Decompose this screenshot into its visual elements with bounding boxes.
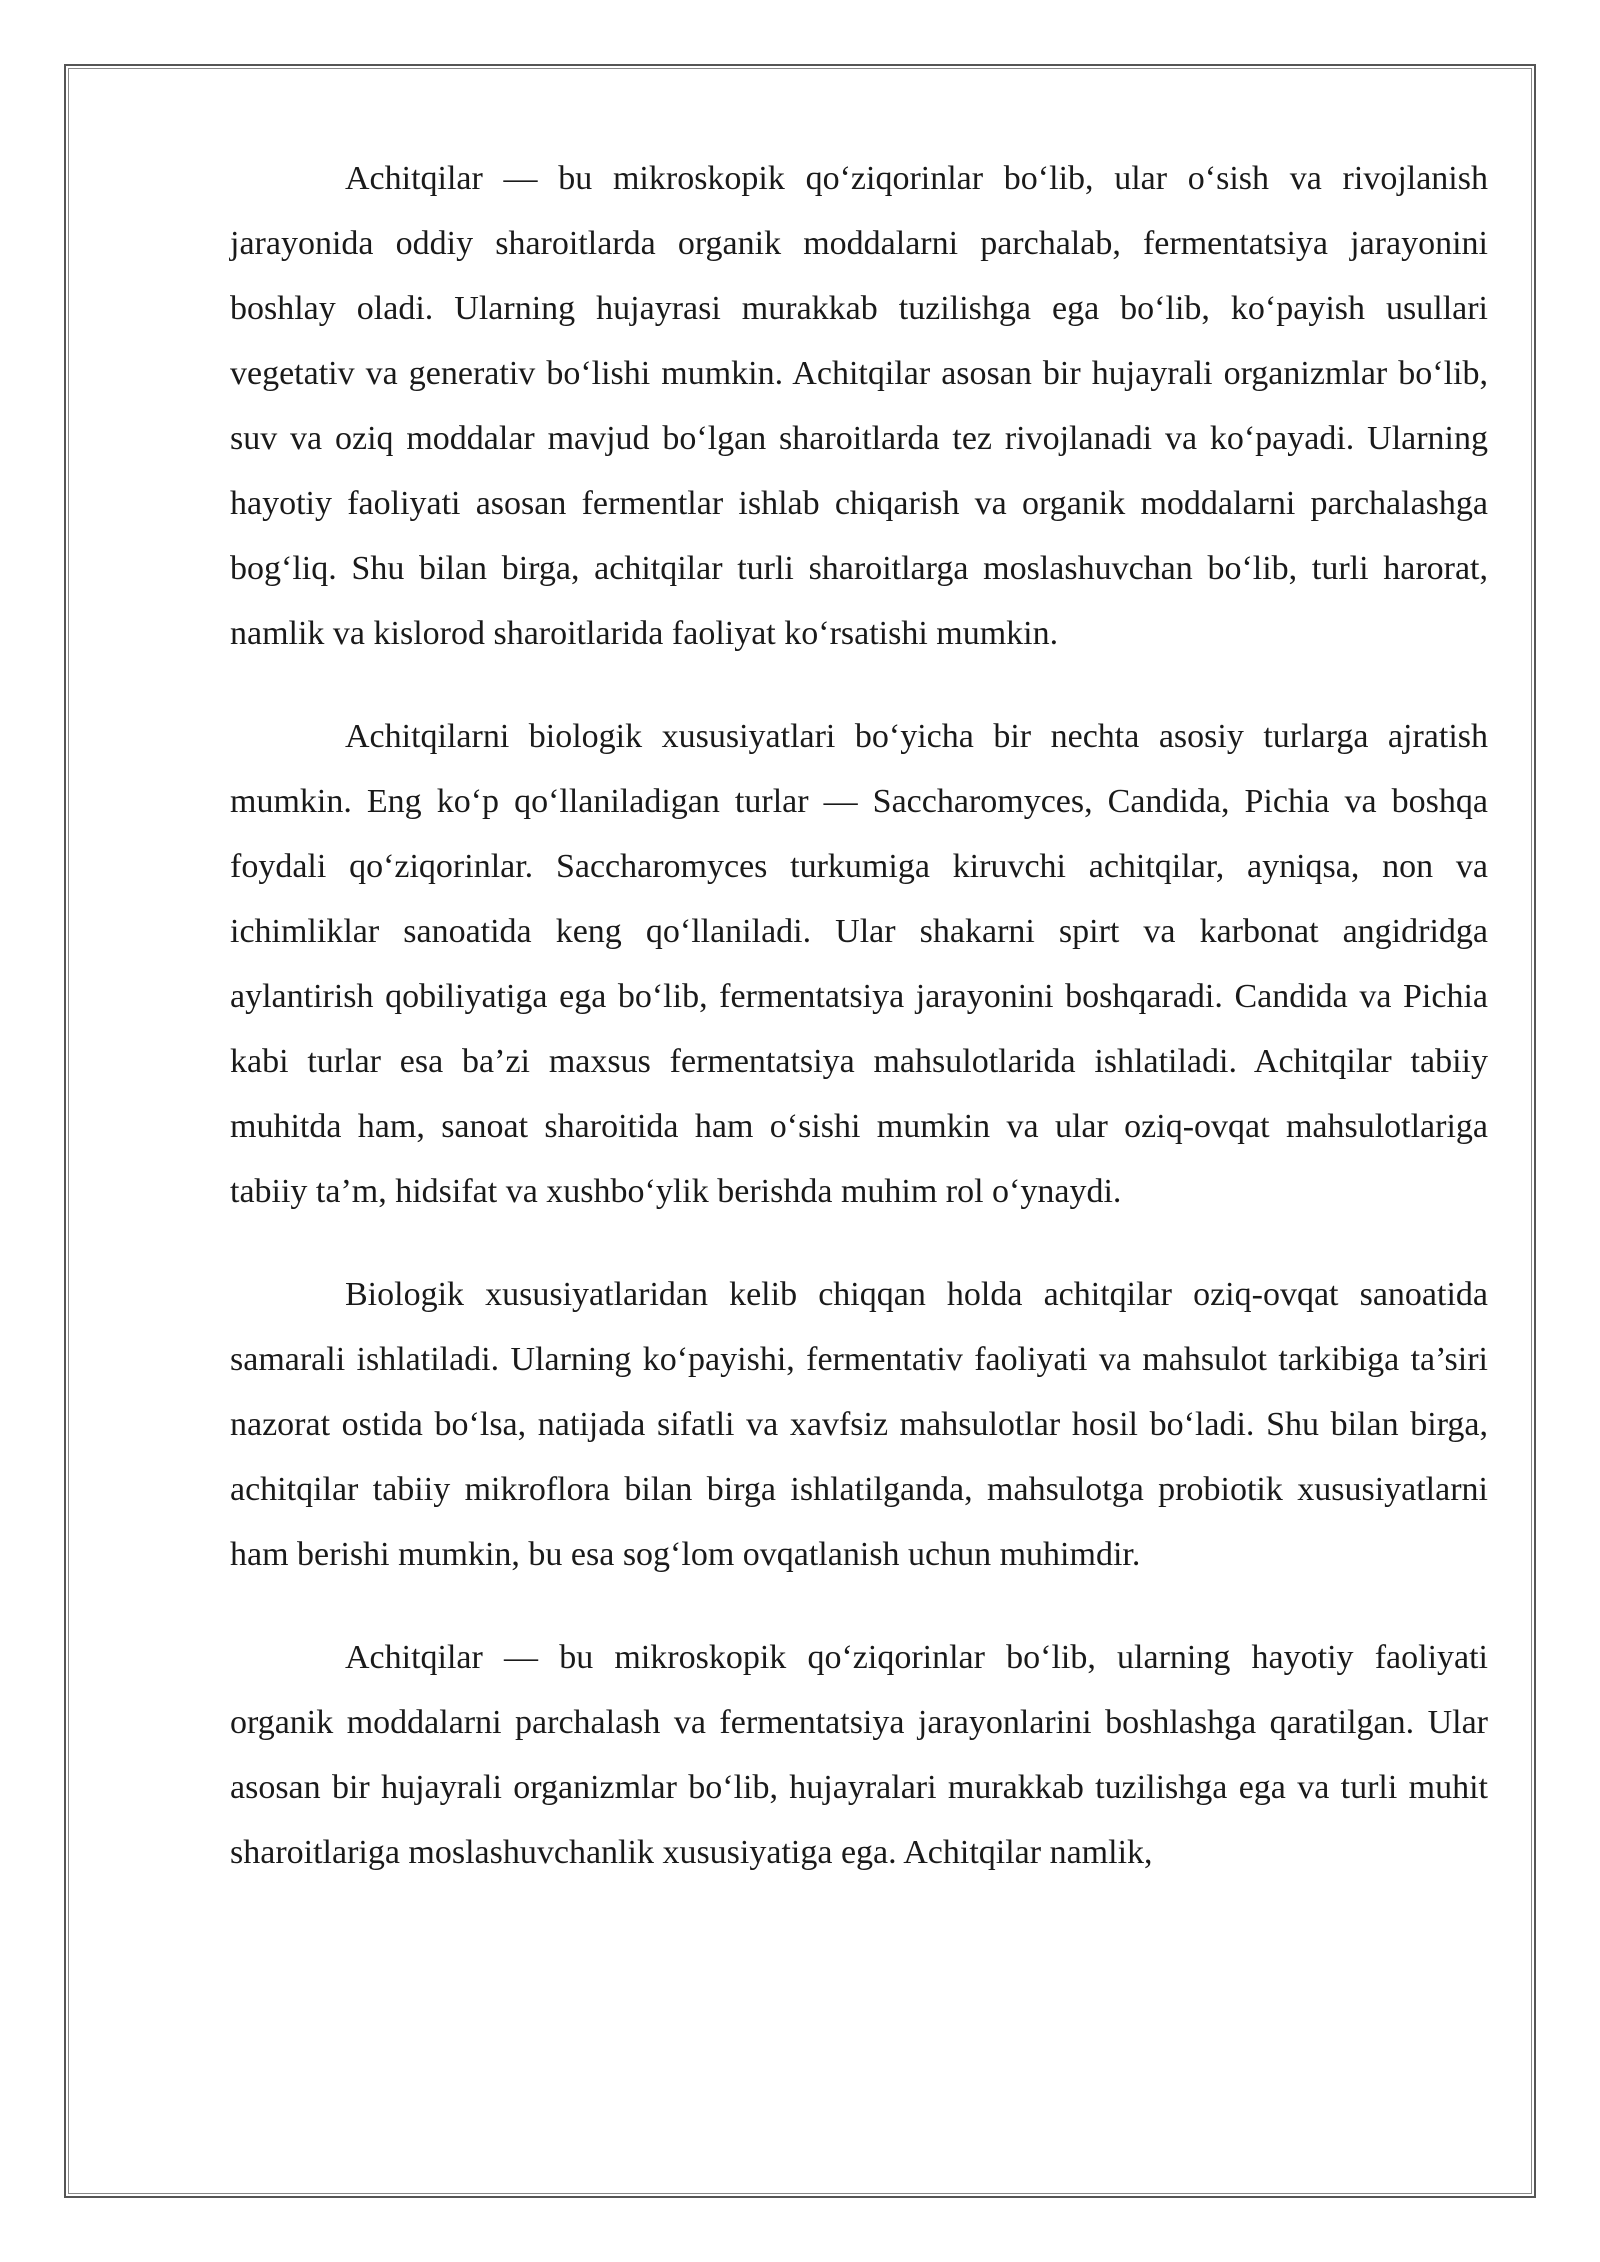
paragraph-3: Biologik xususiyatlaridan kelib chiqqan holda achitqilar oziq-ovqat sanoatida samarali ishlatiladi. Ularning ko‘payishi, fermentativ faoliyati va mahsulot tarkibiga ta’siri nazorat ostida bo‘lsa, natijada sifatli va xavfsiz mahsulotlar hosil bo‘ladi. Shu bilan birga, achitqilar tabiiy mikroflora bilan birga ishlatilganda, mahsulotga probiotik xususiyatlarni ham berishi mumkin, bu esa sog‘lom ovqatlanish uchun muhimdir. xyxy=(230,1276,1488,1573)
paragraph-2: Achitqilarni biologik xususiyatlari bo‘yicha bir nechta asosiy turlarga ajratish mumkin. Eng ko‘p qo‘llaniladigan turlar — Saccharomyces, Candida, Pichia va boshqa foydali qo‘ziqorinlar. Saccharomyces turkumiga kiruvchi achitqilar, ayniqsa, non va ichimliklar sanoatida keng qo‘llaniladi. Ular shakarni spirt va karbonat angidridga aylantirish qobiliyatiga ega bo‘lib, fermentatsiya jarayonini boshqaradi. Candida va Pichia kabi turlar esa ba’zi maxsus fermentatsiya mahsulotlarida ishlatiladi. Achitqilar tabiiy muhitda ham, sanoat sharoitida ham o‘sishi mumkin va ular oziq-ovqat mahsulotlariga tabiiy ta’m, hidsifat va xushbo‘ylik berishda muhim rol o‘ynaydi. xyxy=(230,718,1488,1210)
document-body xyxy=(230,146,1488,1923)
paragraph-1: Achitqilar — bu mikroskopik qo‘ziqorinlar bo‘lib, ular o‘sish va rivojlanish jarayonida oddiy sharoitlarda organik moddalarni parchalab, fermentatsiya jarayonini boshlay oladi. Ularning hujayrasi murakkab tuzilishga ega bo‘lib, ko‘payish usullari vegetativ va generativ bo‘lishi mumkin. Achitqilar asosan bir hujayrali organizmlar bo‘lib, suv va oziq moddalar mavjud bo‘lgan sharoitlarda tez rivojlanadi va ko‘payadi. Ularning hayotiy faoliyati asosan fermentlar ishlab chiqarish va organik moddalarni parchalashga bog‘liq. Shu bilan birga, achitqilar turli sharoitlarga moslashuvchan bo‘lib, turli harorat, namlik va kislorod sharoitlarida faoliyat ko‘rsatishi mumkin. xyxy=(230,160,1488,652)
paragraph-4: Achitqilar — bu mikroskopik qo‘ziqorinlar bo‘lib, ularning hayotiy faoliyati organik moddalarni parchalash va fermentatsiya jarayonlarini boshlashga qaratilgan. Ular asosan bir hujayrali organizmlar bo‘lib, hujayralari murakkab tuzilishga ega va turli muhit sharoitlariga moslashuvchanlik xususiyatiga ega. Achitqilar namlik, xyxy=(230,1639,1488,1871)
